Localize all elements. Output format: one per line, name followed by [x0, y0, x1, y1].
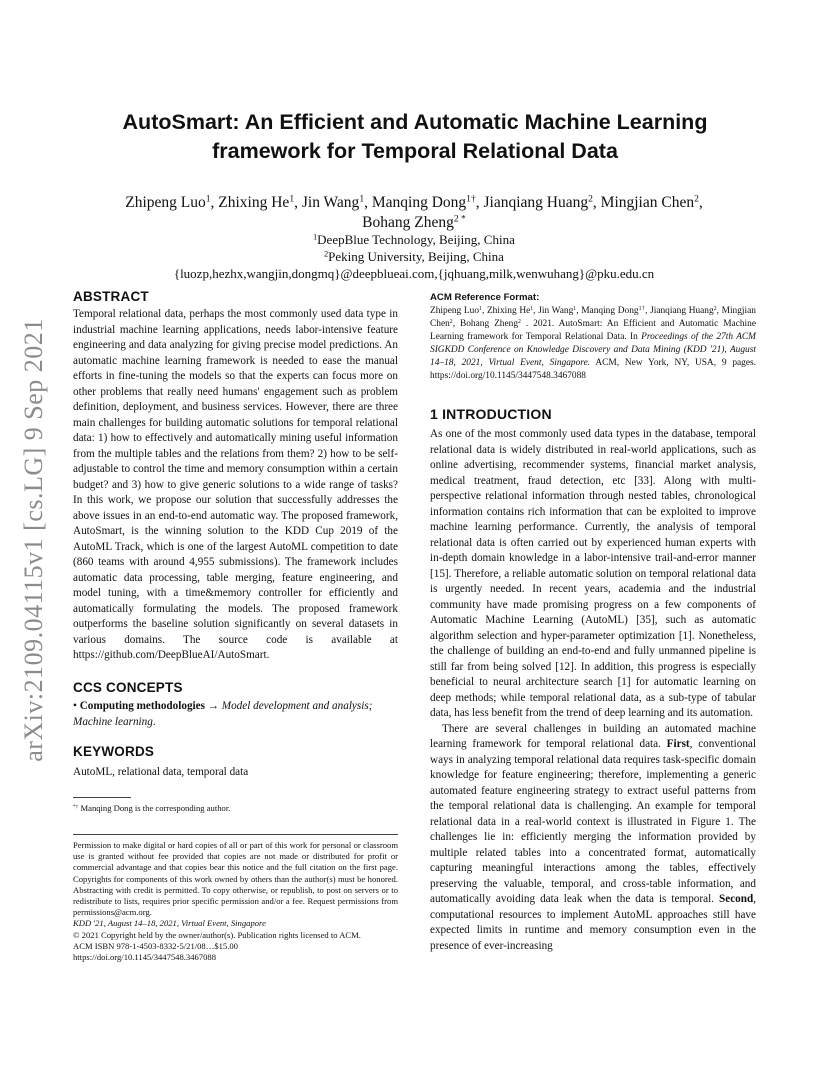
ref-sup: 1† [638, 305, 646, 312]
ref-author: , Jianqiang Huang [645, 306, 714, 316]
ref-author: , Manqing Dong [576, 306, 639, 316]
ref-sup: 2 [518, 318, 521, 325]
author-affil-mark: 1† [466, 193, 476, 205]
ref-proceedings: Proceedings of the 27th ACM SIGKDD Conference on Knowledge Discovery and Data Mining (KDD '21), August 14–18, 2021, Virtual Event, Singapore. [430, 332, 756, 368]
p2-first: First [666, 738, 690, 750]
ref-author: Zhipeng Luo [430, 306, 480, 316]
permission-text: Permission to make digital or hard copies of all or part of this work for personal or classroom use is granted without fee provided that copies are not made or distributed for profit or commercial advantage and that copies bear this notice and the full citation on the first page. Copyrights for components of this work owned by others than the author(s) must be honored. Abstracting with credit is permitted. To copy otherwise, or republish, to post on servers or to redistribute to lists, requires prior specific permission and/or a fee. Request permissions from permissions@acm.org. [73, 840, 398, 918]
author-name: , Jin Wang [294, 194, 360, 211]
abstract-section [73, 289, 398, 664]
p2-text: , conventional ways in analyzing temporal relational data requires task-specific domain knowledge for feature engineering; therefore, implementing a generic automated feature engineering strategy to extract useful patterns from the temporal relational data is challenging. An example for temporal relational data in a real-world context is illustrated in Figure 1. The challenges lie in: efficiently merging the information provided by multiple related tables into a concentrated format, automatically capturing meaningful interactions among the tables, effectively preserving the valuable, temporal, and cross-table information, and automatically avoiding data leak when the data is temporal. [430, 738, 756, 905]
author-affil-mark: 2 [588, 193, 593, 205]
ref-sup: 2 [713, 305, 717, 312]
author-name: , Jianqiang Huang [475, 194, 589, 211]
ccs-bullet: • [73, 700, 77, 712]
keywords-section [73, 744, 398, 781]
copyright-line: © 2021 Copyright held by the owner/author(s). Publication rights licensed to ACM. [73, 929, 361, 940]
ref-citation: . 2021. AutoSmart: An Efficient and Automatic Machine Learning framework for Temporal Relational Data. In [430, 319, 756, 342]
affil-mark: 1 [313, 232, 318, 242]
ref-tail: ACM, New York, NY, USA, 9 pages. https://doi.org/10.1145/3447548.3467088 [430, 358, 757, 381]
ccs-concepts: Model development and analysis; Machine learning [73, 700, 373, 728]
footnote-rule [73, 797, 131, 798]
footnote-area [73, 797, 398, 814]
author-emails: {luozp,hezhx,wangjin,dongmq}@deepblueai.com,{jqhuang,milk,wenwuhang}@pku.edu.cn [173, 266, 655, 281]
abstract-heading: ABSTRACT [73, 289, 149, 304]
author-list [60, 193, 768, 233]
title-line-1: AutoSmart: An Efficient and Automatic Machine Learning [122, 110, 708, 134]
ref-author: , Mingjian Chen [430, 306, 756, 329]
affil-text: Peking University, Beijing, China [328, 249, 504, 264]
introduction-section [430, 406, 756, 954]
affil-text: DeepBlue Technology, Beijing, China [317, 232, 515, 247]
abstract-body: Temporal relational data, perhaps the most commonly used data type in industrial machine learning applications, needs labor-intensive feature engineering and data analyzing for giving precise model predictions. An automatic machine learning framework is needed to ease the manual efforts in fine-tuning the models so that the experts can focus more on other problems that really need humans' engagement such as problem definition, deployment, and business services. However, there are three main challenges for building automatic solutions for temporal relational data: 1) how to effectively and automatically mining useful information from the multiple tables and the relations from them? 2) how to be self-adjustable to control the time and memory consumption within a certain budget? and 3) how to give generic solutions to a wide range of tasks? In this work, we propose our solution that successfully addresses the above issues in an end-to-end automatic way. The proposed framework, AutoSmart, is the winning solution to the KDD Cup 2019 of the AutoML Track, which is one of the largest AutoML competition to date (860 teams with around 4,955 submissions). The framework includes automatic data processing, table merging, feature engineering, and model tuning, with a time&memory controller for efficiently and automatically formulating the models. The proposed framework outperforms the baseline solution significantly on several datasets in various domains. The source code is available at https://github.com/DeepBlueAI/AutoSmart. [73, 308, 398, 661]
p2-second: Second [719, 893, 754, 905]
ref-sup: 1 [479, 305, 482, 312]
acm-ref-body [430, 305, 756, 383]
conference-venue: KDD '21, August 14–18, 2021, Virtual Event, Singapore [73, 918, 266, 929]
ccs-concepts-section [73, 680, 398, 730]
ref-sup: 1 [573, 305, 577, 312]
author-name: Bohang Zheng [362, 214, 454, 231]
author-name: Zhipeng Luo [125, 194, 206, 211]
ref-sup: 1 [530, 305, 534, 312]
author-name: , Zhixing He [210, 194, 290, 211]
ref-author: , Jin Wang [533, 306, 574, 316]
intro-paragraph-2 [430, 722, 756, 955]
author-affil-mark: 1 [289, 193, 295, 205]
author-line-1 [60, 193, 768, 213]
ccs-heading: CCS CONCEPTS [73, 680, 183, 695]
acm-ref-heading: ACM Reference Format: [430, 292, 540, 303]
author-line-2 [60, 213, 768, 233]
p2-text: , computational resources to implement AutoML approaches still have expected limits in runtime and memory consumption even in the presence of ever-increasing [430, 893, 756, 952]
footnote-mark: *† [73, 804, 79, 811]
author-affil-mark: 2 [694, 193, 699, 205]
keywords-body: AutoML, relational data, temporal data [73, 766, 249, 778]
doi-line: https://doi.org/10.1145/3447548.3467088 [73, 952, 216, 963]
ccs-category: Computing methodologies [79, 700, 205, 712]
keywords-heading: KEYWORDS [73, 744, 155, 759]
ccs-arrow: → [207, 700, 219, 712]
permission-rule [73, 834, 398, 835]
isbn-line: ACM ISBN 978-1-4503-8332-5/21/08…$15.00 [73, 940, 238, 951]
author-name: , Manqing Dong [364, 194, 467, 211]
affiliation-list [60, 231, 768, 282]
arxiv-id-text: arXiv:2109.04115v1 [cs.LG] 9 Sep 2021 [19, 318, 48, 762]
author-affil-mark: 2 * [453, 213, 466, 225]
author-separator: , [698, 194, 703, 211]
affiliation-1 [60, 231, 768, 248]
title-line-2: framework for Temporal Relational Data [212, 139, 618, 163]
ref-author: , Zhixing He [481, 306, 531, 316]
permission-block [73, 834, 398, 963]
ref-author: , Bohang Zheng [452, 319, 519, 329]
footnote-text: Manqing Dong is the corresponding author. [80, 803, 231, 813]
author-affil-mark: 1 [359, 193, 365, 205]
author-name: , Mingjian Chen [592, 194, 695, 211]
corresponding-author-note [73, 803, 398, 814]
ccs-body [73, 699, 398, 730]
paper-title [80, 108, 750, 166]
ref-sup: 2 [449, 318, 453, 325]
intro-heading: 1 INTRODUCTION [430, 406, 552, 422]
acm-reference-format [430, 292, 756, 383]
p2-text: There are several challenges in building an automated machine learning framework for temporal relational data. [430, 722, 756, 750]
affil-mark: 2 [324, 249, 329, 259]
affiliation-2 [60, 248, 768, 265]
arxiv-identifier-stamp [14, 310, 54, 770]
author-affil-mark: 1 [205, 193, 211, 205]
ccs-tail: . [152, 715, 156, 728]
intro-paragraph-1: As one of the most commonly used data types in the database, temporal relational data is widely distributed in real-world applications, such as online advertising, recommender systems, financial market analysis, medical treatment, fraud detection, etc [33]. Along with multi-perspective relational information through nested tables, chronological information contains rich information that can be exploited to improve machine learning performance. Currently, the analysis of temporal relational data is often carried out by experienced human experts with in-depth domain knowledge in a labor-intensive trail-and-error manner [15]. Therefore, a reliable automatic solution on temporal relational data is urgently needed. In recent years, academia and the industrial community have made promising progress on a few components of Automatic Machine Learning (AutoML) [35], such as automatic algorithm selection and hyper-parameter optimization [1]. Nonetheless, the challenge of building an end-to-end and fully unmanned pipeline is still far from being solved [12]. In addition, this progress is especially beneficial to neural architecture search [1] for automatic learning on deep methods; while temporal relational data, as a sub-type of tabular data, has less benefit from the trend of deep learning and its automation. [430, 428, 756, 719]
